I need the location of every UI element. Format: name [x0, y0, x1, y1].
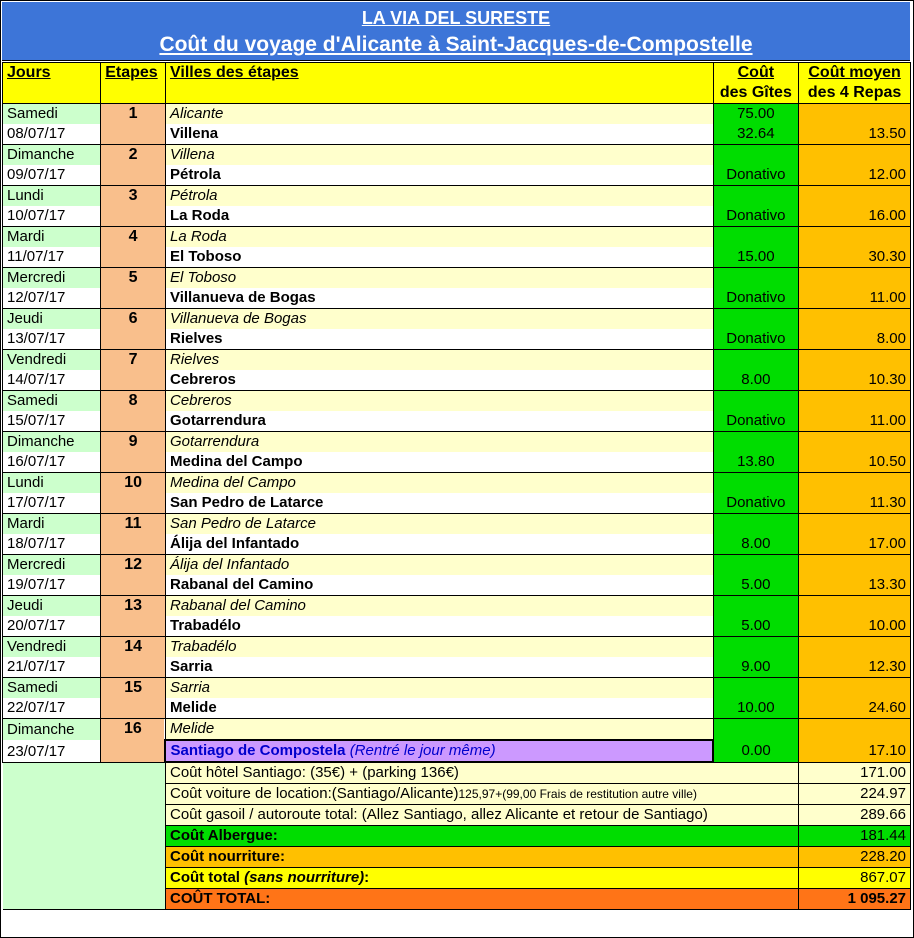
repas-cost: 12.30 [799, 657, 911, 678]
etape-number: 12 [101, 555, 166, 596]
city-to: Pétrola [165, 165, 713, 186]
day-date: 20/07/17 [3, 616, 101, 637]
column-header-etapes: Etapes [101, 63, 166, 104]
repas-blank [799, 227, 911, 248]
stage-row-from [3, 186, 911, 207]
city-from: Gotarrendura [165, 432, 713, 453]
column-header-villes: Villes des étapes [165, 63, 713, 104]
city-to: Trabadélo [165, 616, 713, 637]
repas-cost: 17.10 [799, 740, 911, 762]
gite-cost: 15.00 [713, 247, 799, 268]
page-title: LA VIA DEL SURESTE [361, 8, 551, 28]
city-to: La Roda [165, 206, 713, 227]
summary-value: 1 095.27 [799, 889, 911, 910]
day-date: 19/07/17 [3, 575, 101, 596]
gite-cost-from [713, 678, 799, 699]
gite-cost: Donativo [713, 165, 799, 186]
city-to: Álija del Infantado [165, 534, 713, 555]
stage-row-from [3, 719, 911, 741]
repas-blank [799, 186, 911, 207]
etape-number: 1 [101, 104, 166, 145]
day-date: 16/07/17 [3, 452, 101, 473]
summary-label: Coût nourriture: [165, 847, 798, 868]
day-name: Samedi [3, 678, 101, 699]
city-to: Medina del Campo [165, 452, 713, 473]
city-from: Villena [165, 145, 713, 166]
summary-label: COÛT TOTAL: [165, 889, 798, 910]
gite-cost: 10.00 [713, 698, 799, 719]
day-name: Mercredi [3, 268, 101, 289]
gite-cost: Donativo [713, 493, 799, 514]
stage-row-from [3, 350, 911, 371]
repas-blank [799, 432, 911, 453]
cost-table [2, 62, 911, 910]
city-to: Villanueva de Bogas [165, 288, 713, 309]
column-header-jours: Jours [3, 63, 101, 104]
day-name: Jeudi [3, 596, 101, 617]
stage-row-from [3, 596, 911, 617]
repas-cost: 11.00 [799, 411, 911, 432]
stage-row-from [3, 104, 911, 125]
repas-cost: 13.50 [799, 124, 911, 145]
etape-number: 13 [101, 596, 166, 637]
day-name: Dimanche [3, 432, 101, 453]
repas-cost: 8.00 [799, 329, 911, 350]
repas-cost: 11.30 [799, 493, 911, 514]
gite-cost-from [713, 309, 799, 330]
gite-cost: 5.00 [713, 575, 799, 596]
day-name: Dimanche [3, 719, 101, 741]
repas-blank [799, 104, 911, 125]
repas-cost: 10.00 [799, 616, 911, 637]
gite-cost-from: 75.00 [713, 104, 799, 125]
stage-row-from [3, 555, 911, 576]
gite-cost: 9.00 [713, 657, 799, 678]
gite-cost-from [713, 596, 799, 617]
stage-row-from [3, 145, 911, 166]
repas-cost: 11.00 [799, 288, 911, 309]
repas-cost: 30.30 [799, 247, 911, 268]
city-to: Rielves [165, 329, 713, 350]
gite-cost: 0.00 [713, 740, 799, 762]
summary-value: 181.44 [799, 826, 911, 847]
city-from: Sarria [165, 678, 713, 699]
gite-cost: 8.00 [713, 534, 799, 555]
repas-blank [799, 309, 911, 330]
day-name: Mercredi [3, 555, 101, 576]
summary-label: Coût voiture de location:(Santiago/Alicante)125,97+(99,00 Frais de restitution autre ville) [165, 784, 798, 805]
city-to: Rabanal del Camino [165, 575, 713, 596]
gite-cost: Donativo [713, 288, 799, 309]
etape-number: 9 [101, 432, 166, 473]
city-from: Medina del Campo [165, 473, 713, 494]
gite-cost-from [713, 186, 799, 207]
stage-row-from [3, 309, 911, 330]
etape-number: 8 [101, 391, 166, 432]
etape-number: 14 [101, 637, 166, 678]
gite-cost-from [713, 719, 799, 741]
repas-blank [799, 596, 911, 617]
repas-blank [799, 514, 911, 535]
summary-label: Coût hôtel Santiago: (35€) + (parking 136€) [165, 762, 798, 784]
gite-cost-from [713, 227, 799, 248]
day-name: Samedi [3, 104, 101, 125]
etape-number: 16 [101, 719, 166, 763]
summary-value: 867.07 [799, 868, 911, 889]
gite-cost-from [713, 391, 799, 412]
repas-blank [799, 268, 911, 289]
city-from: Villanueva de Bogas [165, 309, 713, 330]
summary-label: Coût total (sans nourriture): [165, 868, 798, 889]
etape-number: 2 [101, 145, 166, 186]
stage-row-from [3, 268, 911, 289]
city-to: Santiago de Compostela (Rentré le jour même) [165, 740, 713, 762]
title-banner [2, 2, 910, 61]
gite-cost-from [713, 473, 799, 494]
summary-label: Coût Albergue: [165, 826, 798, 847]
gite-cost: Donativo [713, 206, 799, 227]
day-date: 14/07/17 [3, 370, 101, 391]
summary-value: 228.20 [799, 847, 911, 868]
city-to: Villena [165, 124, 713, 145]
repas-blank [799, 391, 911, 412]
etape-number: 4 [101, 227, 166, 268]
stage-row-from [3, 637, 911, 658]
stage-row-from [3, 391, 911, 412]
summary-body [3, 762, 911, 910]
stages-body [3, 104, 911, 763]
day-name: Mardi [3, 514, 101, 535]
city-to: Gotarrendura [165, 411, 713, 432]
city-to: Melide [165, 698, 713, 719]
repas-blank [799, 473, 911, 494]
gite-cost: 8.00 [713, 370, 799, 391]
etape-number: 7 [101, 350, 166, 391]
gite-cost: 5.00 [713, 616, 799, 637]
summary-value: 171.00 [799, 762, 911, 784]
city-from: Trabadélo [165, 637, 713, 658]
column-header-cout-gites: Coût des Gîtes [713, 63, 799, 104]
stage-row-from [3, 678, 911, 699]
day-date: 13/07/17 [3, 329, 101, 350]
day-date: 18/07/17 [3, 534, 101, 555]
summary-label: Coût gasoil / autoroute total: (Allez Santiago, allez Alicante et retour de Santiago) [165, 805, 798, 826]
repas-cost: 16.00 [799, 206, 911, 227]
summary-row-hotel [3, 762, 911, 784]
summary-left-blank [3, 762, 166, 910]
repas-blank [799, 145, 911, 166]
city-from: Alicante [165, 104, 713, 125]
repas-cost: 24.60 [799, 698, 911, 719]
etape-number: 15 [101, 678, 166, 719]
city-from: Melide [165, 719, 713, 741]
gite-cost-from [713, 268, 799, 289]
repas-cost: 10.30 [799, 370, 911, 391]
column-header-cout-repas: Coût moyen des 4 Repas [799, 63, 911, 104]
gite-cost-from [713, 350, 799, 371]
gite-cost-from [713, 555, 799, 576]
day-date: 23/07/17 [3, 740, 101, 762]
etape-number: 3 [101, 186, 166, 227]
gite-cost: 13.80 [713, 452, 799, 473]
day-name: Vendredi [3, 637, 101, 658]
day-date: 22/07/17 [3, 698, 101, 719]
etape-number: 6 [101, 309, 166, 350]
etape-number: 5 [101, 268, 166, 309]
day-date: 09/07/17 [3, 165, 101, 186]
day-date: 10/07/17 [3, 206, 101, 227]
day-date: 08/07/17 [3, 124, 101, 145]
repas-cost: 13.30 [799, 575, 911, 596]
summary-value: 289.66 [799, 805, 911, 826]
gite-cost: Donativo [713, 329, 799, 350]
repas-cost: 10.50 [799, 452, 911, 473]
gite-cost-from [713, 432, 799, 453]
gite-cost: Donativo [713, 411, 799, 432]
etape-number: 11 [101, 514, 166, 555]
repas-cost: 12.00 [799, 165, 911, 186]
stage-row-from [3, 227, 911, 248]
day-date: 11/07/17 [3, 247, 101, 268]
repas-blank [799, 678, 911, 699]
summary-value: 224.97 [799, 784, 911, 805]
page-subtitle: Coût du voyage d'Alicante à Saint-Jacques-de-Compostelle [159, 33, 753, 56]
day-name: Dimanche [3, 145, 101, 166]
stage-row-from [3, 432, 911, 453]
city-to: Cebreros [165, 370, 713, 391]
repas-blank [799, 719, 911, 741]
gite-cost-from [713, 145, 799, 166]
day-name: Lundi [3, 186, 101, 207]
gite-cost-from [713, 514, 799, 535]
city-to: El Toboso [165, 247, 713, 268]
stage-row-from [3, 514, 911, 535]
city-to: San Pedro de Latarce [165, 493, 713, 514]
city-from: La Roda [165, 227, 713, 248]
repas-blank [799, 350, 911, 371]
day-date: 15/07/17 [3, 411, 101, 432]
day-date: 12/07/17 [3, 288, 101, 309]
day-date: 17/07/17 [3, 493, 101, 514]
city-from: Pétrola [165, 186, 713, 207]
day-name: Samedi [3, 391, 101, 412]
day-name: Vendredi [3, 350, 101, 371]
column-header-row [3, 63, 911, 104]
gite-cost: 32.64 [713, 124, 799, 145]
etape-number: 10 [101, 473, 166, 514]
city-from: El Toboso [165, 268, 713, 289]
stage-row-from [3, 473, 911, 494]
day-date: 21/07/17 [3, 657, 101, 678]
repas-cost: 17.00 [799, 534, 911, 555]
city-from: San Pedro de Latarce [165, 514, 713, 535]
city-to: Sarria [165, 657, 713, 678]
city-from: Cebreros [165, 391, 713, 412]
city-from: Rabanal del Camino [165, 596, 713, 617]
day-name: Jeudi [3, 309, 101, 330]
repas-blank [799, 637, 911, 658]
day-name: Mardi [3, 227, 101, 248]
city-from: Rielves [165, 350, 713, 371]
gite-cost-from [713, 637, 799, 658]
day-name: Lundi [3, 473, 101, 494]
repas-blank [799, 555, 911, 576]
city-from: Álija del Infantado [165, 555, 713, 576]
